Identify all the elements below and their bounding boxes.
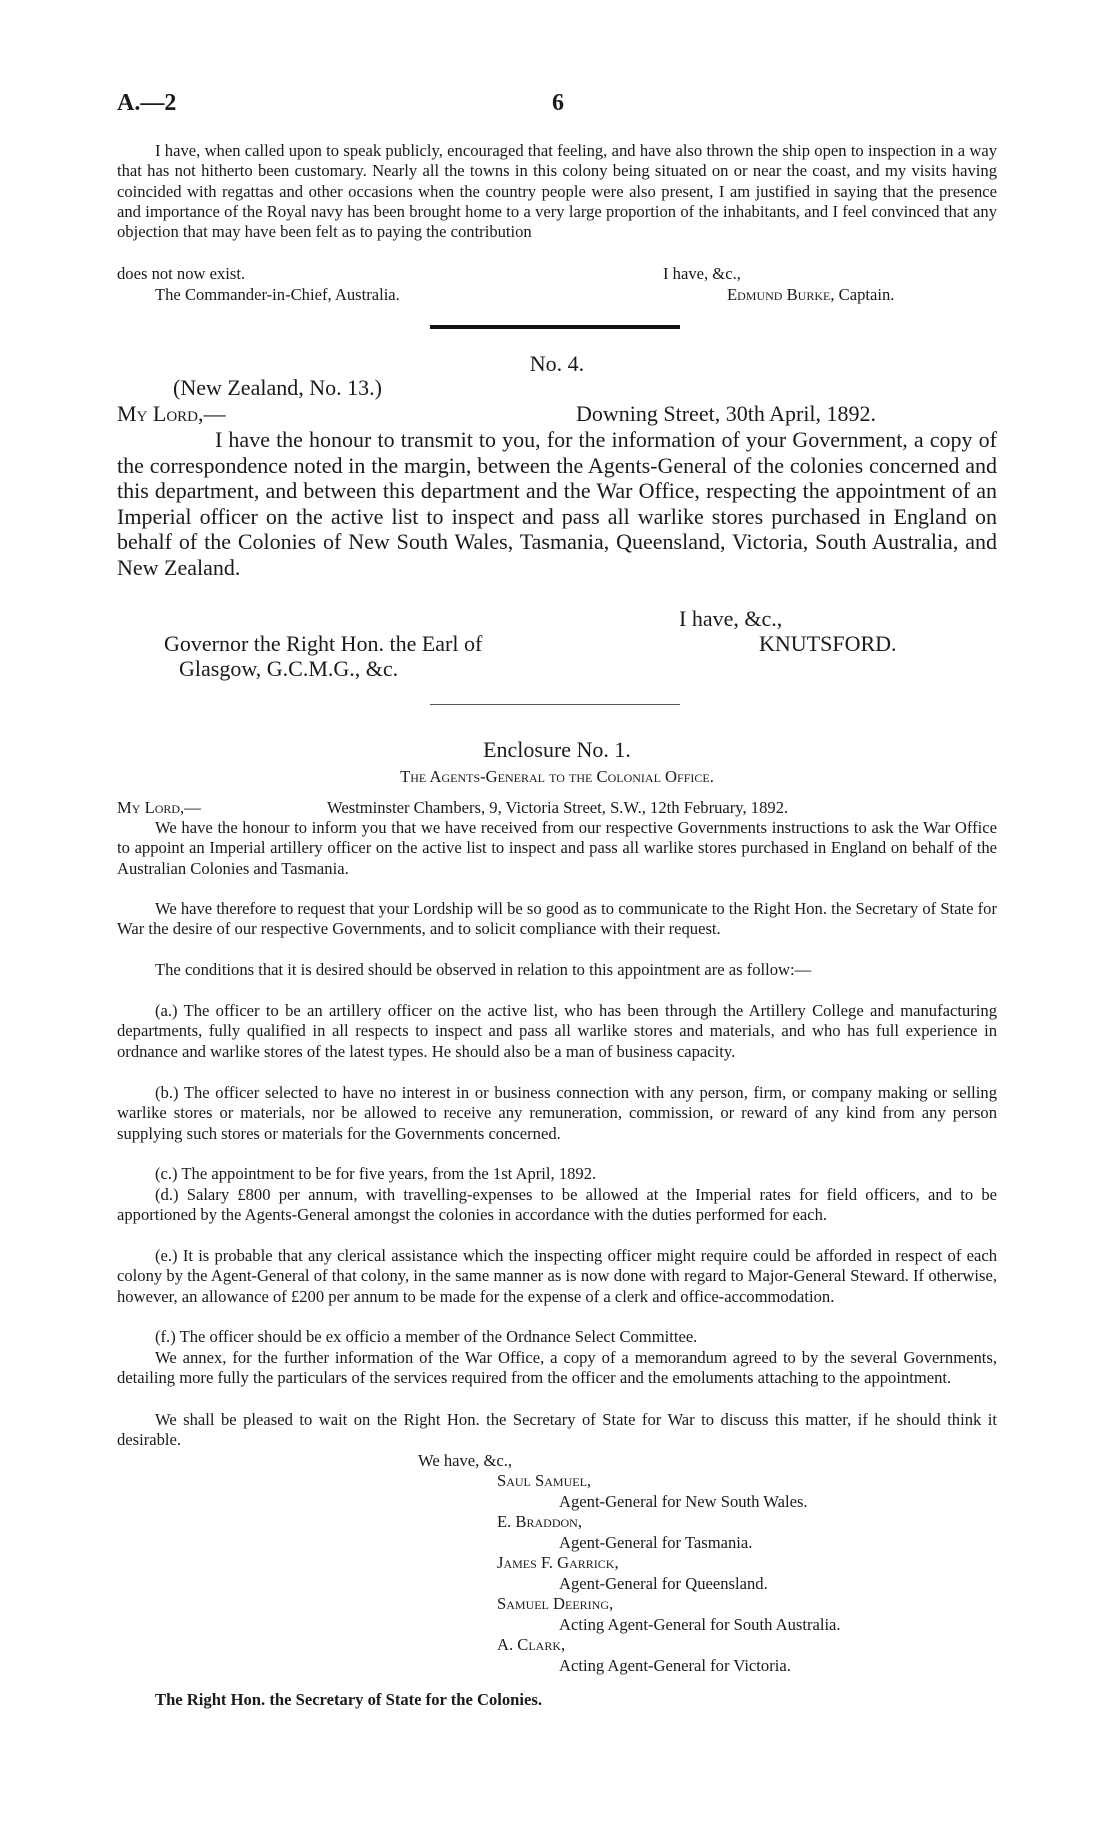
enclosure-condition-b: (b.) The officer selected to have no interest in or business connection with any person, firm, or company making or selling warlike stores or materials, nor be allowed to receive any remuneration, commission, or reward of any kind from any person supplying such stores or materials for the Governments concerned.	[117, 1083, 997, 1143]
enclosure-salutation: My Lord,—	[117, 798, 201, 817]
first-letter-signature	[727, 285, 894, 305]
enclosure-condition-d: (d.) Salary £800 per annum, with travelling-expenses to be allowed at the Imperial rates for field officers, and to be apportioned by the Agents-General amongst the colonies in accordance with the duties performed for each.	[117, 1185, 997, 1225]
enclosure-condition-e: (e.) It is probable that any clerical assistance which the inspecting officer might require could be afforded in respect of each colony by the Agent-General of that colony, in the same manner as is now done with regard to Major-General Steward. If otherwise, however, an allowance of £200 per annum to be made for the expense of a clerk and office-accommodation.	[117, 1246, 997, 1306]
first-letter-addressee: The Commander-in-Chief, Australia.	[155, 285, 400, 304]
section-divider	[430, 325, 680, 329]
signatory-name: E. Braddon,	[497, 1512, 582, 1531]
signature-name: Edmund Burke,	[727, 285, 835, 304]
signatory-name: James F. Garrick,	[497, 1553, 619, 1572]
section-divider-thin	[430, 704, 680, 705]
signatory-name: Saul Samuel,	[497, 1471, 592, 1490]
signatory-name: Samuel Deering,	[497, 1594, 614, 1613]
enclosure-paragraph: The conditions that it is desired should be observed in relation to this appointment are as follow:—	[155, 960, 812, 979]
dispatch-number: No. 4.	[529, 351, 585, 376]
signatory-name: A. Clark,	[497, 1635, 566, 1654]
enclosure-paragraph: We have the honour to inform you that we have received from our respective Governments instructions to ask the War Office to appoint an Imperial artillery officer on the active list to inspect and pass all warlike stores purchased in England on behalf of the Australian Colonies and Tasmania.	[117, 818, 997, 878]
dispatch-closing: I have, &c.,	[679, 606, 783, 631]
dispatch-addressee-line1: Governor the Right Hon. the Earl of	[164, 631, 483, 656]
dispatch-body: I have the honour to transmit to you, for the information of your Government, a copy of the correspondence noted in the margin, between the Agents-General of the colonies concerned and this department, and between this department and the War Office, respecting the appointment of an Imperial officer on the active list to inspect and pass all warlike stores purchased in England on behalf of the Colonies of New South Wales, Tasmania, Queensland, Victoria, South Australia, and New Zealand.	[117, 427, 997, 580]
first-letter-last-line: does not now exist.	[117, 264, 246, 283]
enclosure-title: Enclosure No. 1.	[483, 737, 631, 762]
enclosure-paragraph: We annex, for the further information of the War Office, a copy of a memorandum agreed to by the several Governments, detailing more fully the particulars of the services required from the officer and the emoluments attaching to the appointment.	[117, 1348, 997, 1388]
signatory-title: Agent-General for Queensland.	[559, 1574, 768, 1593]
page-reference: A.—2	[117, 90, 177, 116]
enclosure-paragraph: We shall be pleased to wait on the Right Hon. the Secretary of State for War to discuss this matter, if he should think it desirable.	[117, 1410, 997, 1450]
signatory-title: Acting Agent-General for Victoria.	[559, 1656, 791, 1675]
dispatch-place-date: Downing Street, 30th April, 1892.	[576, 401, 877, 426]
enclosure-condition-c: (c.) The appointment to be for five years, from the 1st April, 1892.	[155, 1164, 597, 1183]
enclosure-condition-a: (a.) The officer to be an artillery officer on the active list, who has been through the Artillery College and manufacturing departments, fully qualified in all respects to inspect and pass all warlike stores and materials, and who has full experience in ordnance and warlike stores of the latest types. He should also be a man of business capacity.	[117, 1001, 997, 1061]
page-number: 6	[552, 90, 564, 116]
enclosure-addressee: The Right Hon. the Secretary of State for the Colonies.	[155, 1690, 542, 1709]
dispatch-signature: KNUTSFORD.	[759, 631, 897, 656]
first-letter-body: I have, when called upon to speak publicly, encouraged that feeling, and have also thrown the ship open to inspection in a way that has not hitherto been customary. Nearly all the towns in this colony being situated on or near the coast, and my visits having coincided with regattas and other occasions when the country people were also present, I am justified in saying that the presence and importance of the Royal navy has been brought home to a very large proportion of the inhabitants, and I feel convinced that any objection that may have been felt as to paying the contribution	[117, 141, 997, 242]
dispatch-addressee-line2: Glasgow, G.C.M.G., &c.	[179, 656, 399, 681]
enclosure-place-date: Westminster Chambers, 9, Victoria Street, S.W., 12th February, 1892.	[327, 798, 789, 817]
enclosure-condition-f: (f.) The officer should be ex officio a member of the Ordnance Select Committee.	[155, 1327, 698, 1346]
dispatch-reference: (New Zealand, No. 13.)	[173, 375, 382, 400]
signatory-title: Agent-General for Tasmania.	[559, 1533, 753, 1552]
signature-rank: Captain.	[838, 285, 895, 304]
enclosure-closing: We have, &c.,	[418, 1451, 513, 1470]
signatory-title: Agent-General for New South Wales.	[559, 1492, 808, 1511]
enclosure-subtitle: The Agents-General to the Colonial Office.	[400, 767, 714, 786]
dispatch-salutation: My Lord,—	[117, 401, 226, 426]
first-letter-closing: I have, &c.,	[663, 264, 741, 283]
enclosure-paragraph: We have therefore to request that your Lordship will be so good as to communicate to the Right Hon. the Secretary of State for War the desire of our respective Governments, and to solicit compliance with their request.	[117, 899, 997, 939]
signatory-title: Acting Agent-General for South Australia.	[559, 1615, 841, 1634]
